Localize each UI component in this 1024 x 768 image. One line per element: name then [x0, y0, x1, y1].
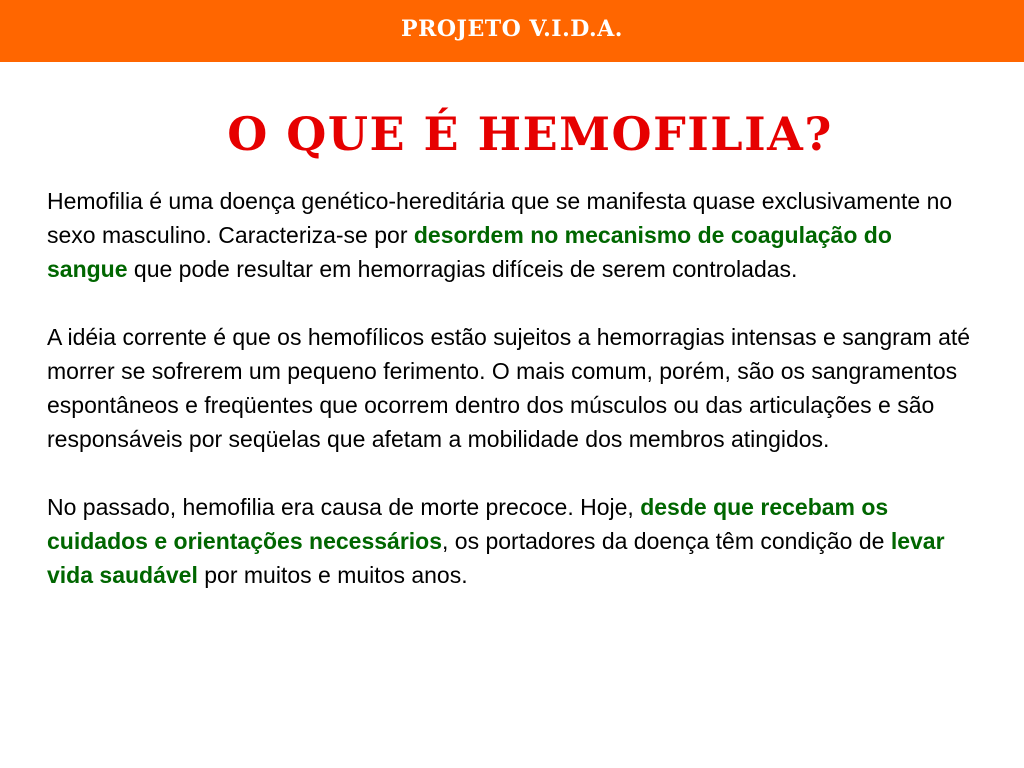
header-bar [0, 0, 1024, 62]
slide-title: O QUE É HEMOFILIA? [227, 107, 833, 161]
paragraph-text: No passado, hemofilia era causa de morte precoce. Hoje, [47, 494, 641, 520]
highlight-text: desordem no mecanismo de coagulação do sangue [47, 222, 892, 282]
paragraph-past-and-present [47, 490, 977, 592]
paragraph-definition [47, 184, 977, 286]
paragraph-text: Hemofilia é uma doença genético-hereditária que se manifesta quase exclusivamente no sexo masculino. Caracteriza-se por [47, 188, 953, 248]
body-text [47, 184, 977, 592]
highlight-text: levar vida saudável [47, 528, 945, 588]
paragraph-common-belief [47, 320, 977, 456]
paragraph-text: que pode resultar em hemorragias difíceis de serem controladas. [127, 256, 798, 282]
highlight-text: desde que recebam os cuidados e orientações necessários [47, 494, 889, 554]
paragraph-text: A idéia corrente é que os hemofílicos estão sujeitos a hemorragias intensas e sangram até morrer se sofrerem um pequeno ferimento. O mais comum, porém, são os sangramentos espontâneos e freqüentes que ocorrem dentro dos músculos ou das articulações e são responsáveis por seqüelas que afetam a mobilidade dos membros atingidos. [47, 324, 971, 452]
paragraph-text: por muitos e muitos anos. [197, 562, 468, 588]
project-name: PROJETO V.I.D.A. [401, 16, 623, 42]
paragraph-text: , os portadores da doença têm condição de [442, 528, 891, 554]
